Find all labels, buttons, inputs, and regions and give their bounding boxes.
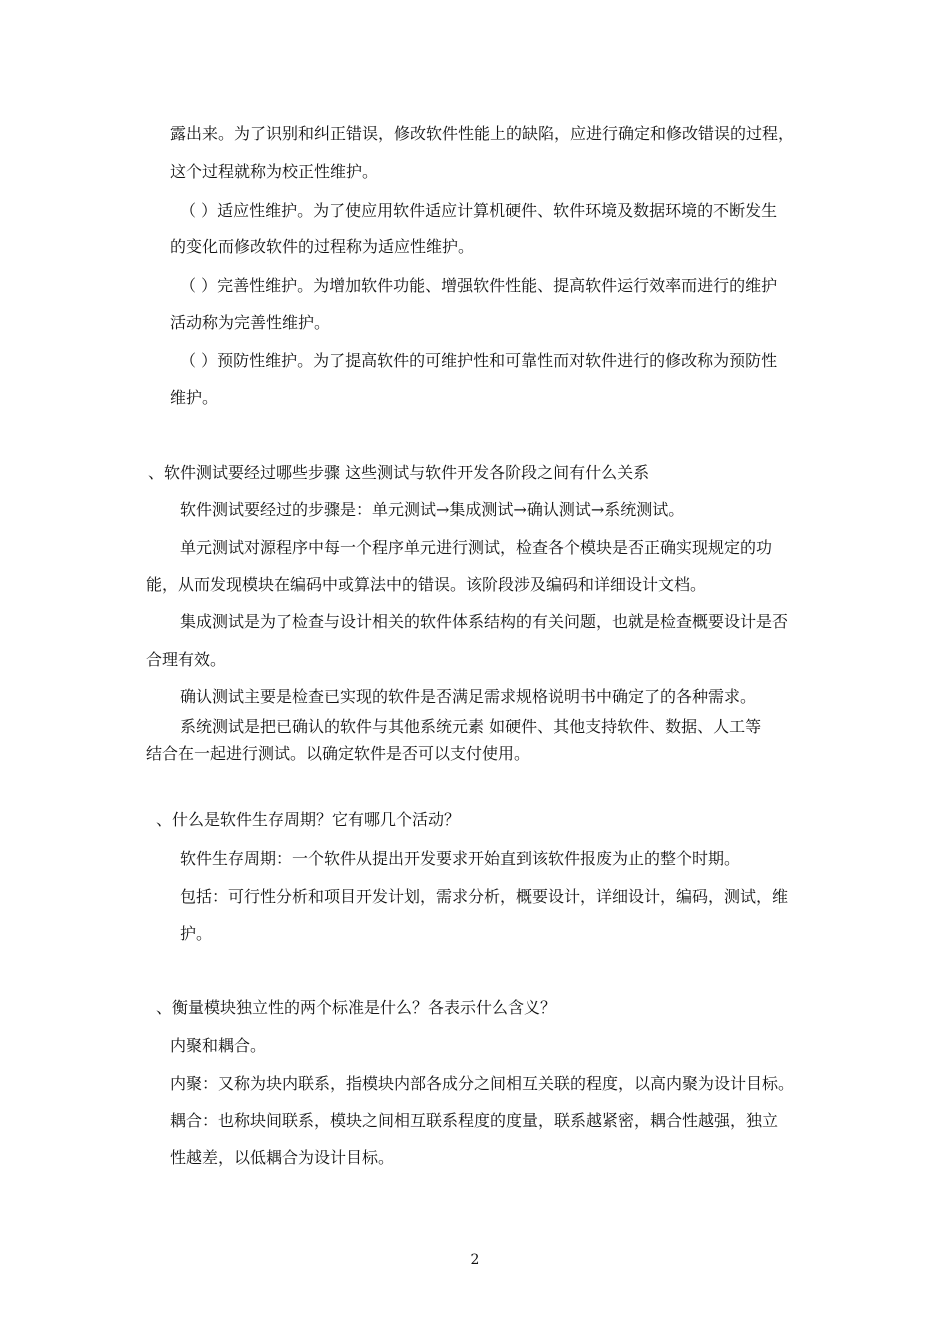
paragraph-line: 结合在一起进行测试。以确定软件是否可以支付使用。 xyxy=(146,744,531,763)
paragraph-line: 内聚和耦合。 xyxy=(170,1036,267,1055)
paragraph-line: 单元测试对源程序中每一个程序单元进行测试，检查各个模块是否正确实现规定的功 xyxy=(180,538,773,557)
paragraph-line: （ ）完善性维护。为增加软件功能、增强软件性能、提高软件运行效率而进行的维护 xyxy=(180,276,778,295)
paragraph-line: 维护。 xyxy=(170,388,219,407)
paragraph-line: 软件生存周期：一个软件从提出开发要求开始直到该软件报废为止的整个时期。 xyxy=(180,849,741,868)
paragraph-line: 活动称为完善性维护。 xyxy=(170,313,331,332)
paragraph-line: 确认测试主要是检查已实现的软件是否满足需求规格说明书中确定了的各种需求。 xyxy=(180,687,757,706)
paragraph-line: 合理有效。 xyxy=(146,650,227,669)
paragraph-line: 的变化而修改软件的过程称为适应性维护。 xyxy=(170,237,475,256)
paragraph-line: 包括：可行性分析和项目开发计划，需求分析，概要设计，详细设计，编码，测试，维 xyxy=(180,887,789,906)
paragraph-line: （ ）适应性维护。为了使应用软件适应计算机硬件、软件环境及数据环境的不断发生 xyxy=(180,201,778,220)
paragraph-line: 性越差，以低耦合为设计目标。 xyxy=(170,1148,395,1167)
paragraph-line: 内聚：又称为块内联系，指模块内部各成分之间相互关联的程度，以高内聚为设计目标。 xyxy=(170,1074,795,1093)
paragraph-line: 耦合：也称块间联系，模块之间相互联系程度的度量，联系越紧密，耦合性越强，独立 xyxy=(170,1111,779,1130)
paragraph-line: 露出来。为了识别和纠正错误，修改软件性能上的缺陷，应进行确定和修改错误的过程， xyxy=(170,124,795,143)
question-heading: 、软件测试要经过哪些步骤 这些测试与软件开发各阶段之间有什么关系 xyxy=(148,463,650,482)
paragraph-line: 集成测试是为了检查与设计相关的软件体系结构的有关问题，也就是检查概要设计是否 xyxy=(180,612,789,631)
paragraph-line: （ ）预防性维护。为了提高软件的可维护性和可靠性而对软件进行的修改称为预防性 xyxy=(180,351,778,370)
paragraph-line: 这个过程就称为校正性维护。 xyxy=(170,162,379,181)
question-heading: 、什么是软件生存周期？它有哪几个活动？ xyxy=(156,810,461,829)
page-number: 2 xyxy=(470,1252,480,1268)
paragraph-line: 系统测试是把已确认的软件与其他系统元素 如硬件、其他支持软件、数据、人工等 xyxy=(180,717,762,736)
paragraph-line: 能，从而发现模块在编码中或算法中的错误。该阶段涉及编码和详细设计文档。 xyxy=(146,575,707,594)
paragraph-line: 软件测试要经过的步骤是：单元测试→集成测试→确认测试→系统测试。 xyxy=(180,500,685,519)
paragraph-line: 护。 xyxy=(180,924,213,943)
question-heading: 、衡量模块独立性的两个标准是什么？各表示什么含义？ xyxy=(156,998,557,1017)
